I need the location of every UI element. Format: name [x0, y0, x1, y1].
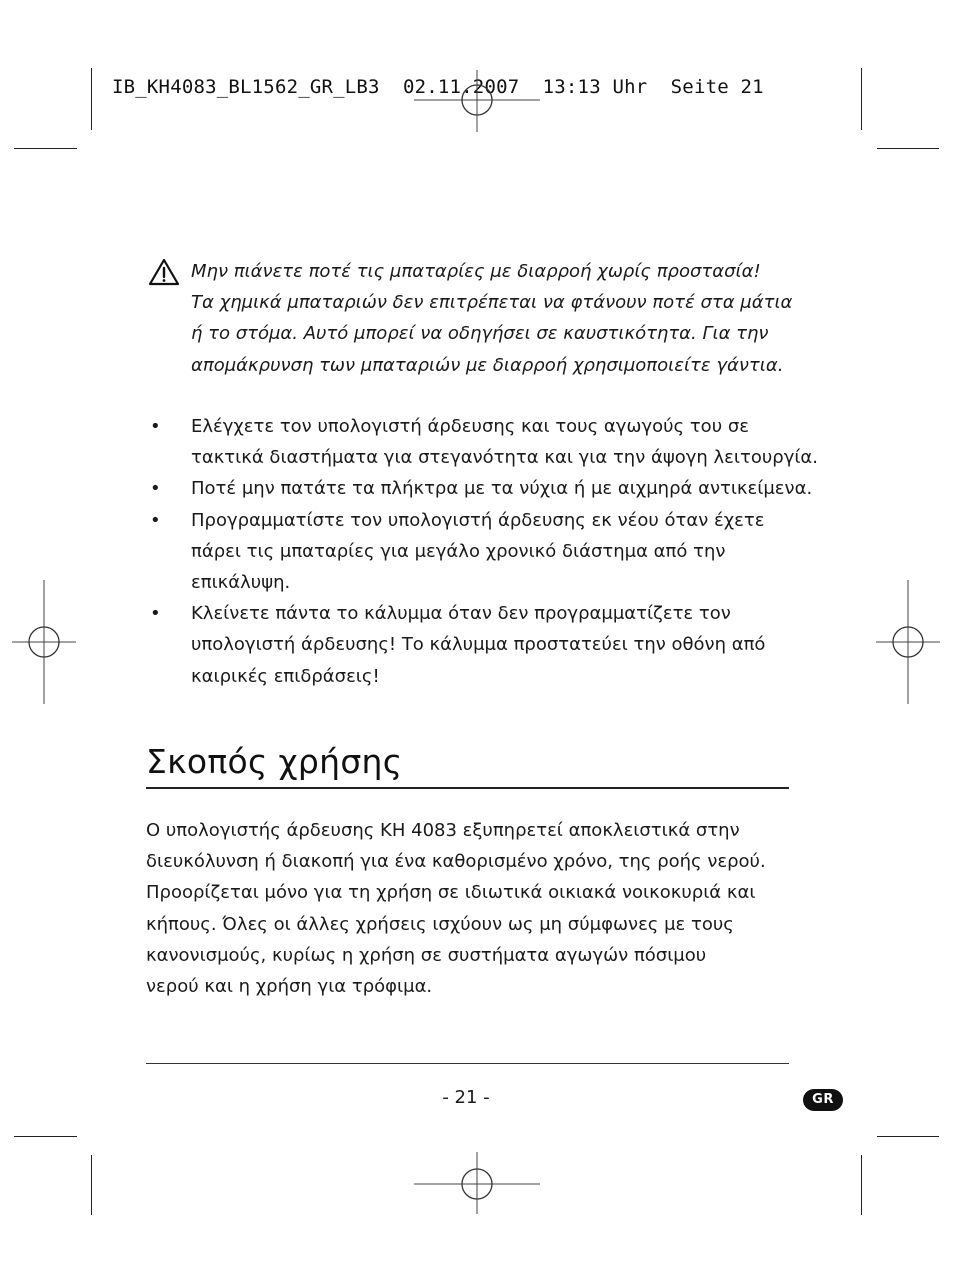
- crop-mark-top-left-horizontal: [14, 148, 77, 149]
- registration-mark-top-icon: [414, 70, 544, 134]
- list-item: [148, 505, 828, 599]
- paragraph-line: Ο υπολογιστής άρδευσης KH 4083 εξυπηρετεί αποκλειστικά στην: [146, 820, 740, 841]
- crop-mark-bottom-right-horizontal: [877, 1136, 939, 1137]
- crop-mark-top-right-horizontal: [877, 148, 939, 149]
- list-item-line: Ποτέ μην πατάτε τα πλήκτρα με τα νύχια ή με αιχμηρά αντικείμενα.: [191, 478, 813, 500]
- paragraph-line: Προορίζεται μόνο για τη χρήση σε ιδιωτικά οικιακά νοικοκυριά και: [146, 882, 756, 904]
- list-item: [148, 411, 828, 473]
- registration-mark-bottom-icon: [414, 1152, 544, 1216]
- paragraph-line: κανονισμούς, κυρίως η χρήση σε συστήματα αγωγών πόσιμου: [146, 944, 707, 966]
- warning-line: ή το στόμα. Αυτό μπορεί να οδηγήσει σε καυστικότητα. Για την: [191, 323, 769, 345]
- list-item-line: επικάλυψη.: [191, 572, 291, 594]
- footer-rule: [146, 1063, 789, 1064]
- warning-line: απομάκρυνση των μπαταριών με διαρροή χρησιμοποιείτε γάντια.: [191, 354, 784, 376]
- intended-use-paragraph: [146, 815, 806, 1002]
- list-item-line: Προγραμματίστε τον υπολογιστή άρδευσης εκ νέου όταν έχετε: [191, 509, 765, 531]
- warning-triangle-icon: [148, 258, 180, 286]
- language-badge: GR: [803, 1089, 843, 1111]
- bullet-symbol: •: [150, 509, 161, 531]
- list-item-line: υπολογιστή άρδευσης! Το κάλυμμα προστατεύει την οθόνη από: [191, 634, 766, 656]
- list-item: [148, 598, 828, 692]
- warning-line: Μην πιάνετε ποτέ τις μπαταρίες με διαρροή χωρίς προστασία!: [191, 261, 761, 282]
- list-item-line: Ελέγχετε τον υπολογιστή άρδευσης και τους αγωγούς του σε: [191, 416, 749, 437]
- crop-mark-top-left-vertical: [91, 68, 92, 130]
- crop-mark-top-right-vertical: [861, 68, 862, 130]
- paragraph-line: κήπους. Όλες οι άλλες χρήσεις ισχύουν ως μη σύμφωνες με τους: [146, 913, 734, 935]
- bullet-symbol: •: [150, 416, 161, 437]
- warning-block: [148, 256, 808, 381]
- page-number: - 21 -: [442, 1087, 490, 1108]
- crop-mark-bottom-right-vertical: [861, 1155, 862, 1215]
- list-item-line: τακτικά διαστήματα για στεγανότητα και για την άψογη λειτουργία.: [191, 447, 819, 469]
- paragraph-line: διευκόλυνση ή διακοπή για ένα καθορισμένο χρόνο, της ροής νερού.: [146, 851, 766, 873]
- list-item-line: καιρικές επιδράσεις!: [191, 665, 380, 687]
- bullet-symbol: •: [150, 478, 161, 500]
- crop-mark-bottom-left-horizontal: [14, 1136, 77, 1137]
- list-item: [148, 473, 828, 504]
- print-slug: IB_KH4083_BL1562_GR_LB3 02.11.2007 13:13 Uhr Seite 21: [112, 76, 764, 98]
- warning-line: Τα χημικά μπαταριών δεν επιτρέπεται να φτάνουν ποτέ στα μάτια: [191, 292, 793, 314]
- registration-mark-right-icon: [876, 580, 942, 706]
- warning-text: [191, 256, 808, 381]
- paragraph-line: νερού και η χρήση για τρόφιμα.: [146, 976, 433, 998]
- bullet-symbol: •: [150, 603, 161, 625]
- heading-underline: [146, 787, 789, 789]
- safety-bullet-list: [148, 411, 828, 692]
- list-item-line: πάρει τις μπαταρίες για μεγάλο χρονικό διάστημα από την: [191, 540, 726, 562]
- list-item-line: Κλείνετε πάντα το κάλυμμα όταν δεν προγραμματίζετε τον: [191, 603, 731, 625]
- registration-mark-left-icon: [12, 580, 78, 706]
- crop-mark-bottom-left-vertical: [91, 1155, 92, 1215]
- section-heading: Σκοπός χρήσης: [146, 742, 403, 781]
